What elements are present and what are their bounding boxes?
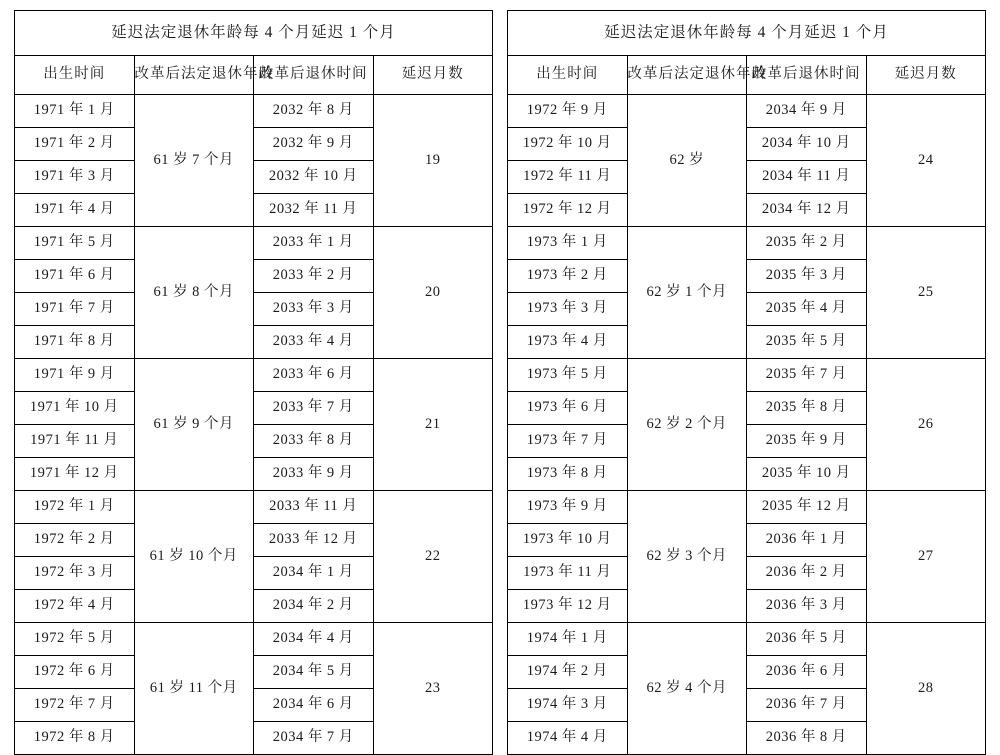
cell-birth-date: 1971 年 11 月: [15, 425, 135, 458]
cell-retirement-age: 62 岁 1 个月: [627, 227, 747, 359]
cell-birth-date: 1971 年 8 月: [15, 326, 135, 359]
cell-delay-months: 28: [866, 623, 986, 755]
cell-retirement-date: 2033 年 3 月: [254, 293, 374, 326]
column-header-delay-months: 延迟月数: [866, 56, 986, 95]
column-header-delay-months: 延迟月数: [373, 56, 493, 95]
cell-birth-date: 1971 年 10 月: [15, 392, 135, 425]
cell-retirement-date: 2035 年 8 月: [747, 392, 867, 425]
cell-retirement-date: 2035 年 5 月: [747, 326, 867, 359]
table-body-left: [15, 11, 493, 755]
table-title-row: [508, 11, 986, 56]
cell-birth-date: 1972 年 5 月: [15, 623, 135, 656]
cell-birth-date: 1972 年 1 月: [15, 491, 135, 524]
cell-birth-date: 1974 年 4 月: [508, 722, 628, 755]
cell-retirement-date: 2032 年 11 月: [254, 194, 374, 227]
table-title-row: [15, 11, 493, 56]
cell-retirement-date: 2034 年 7 月: [254, 722, 374, 755]
cell-retirement-date: 2035 年 9 月: [747, 425, 867, 458]
cell-retirement-date: 2036 年 5 月: [747, 623, 867, 656]
cell-retirement-age: 62 岁 4 个月: [627, 623, 747, 755]
cell-retirement-date: 2032 年 9 月: [254, 128, 374, 161]
cell-delay-months: 22: [373, 491, 493, 623]
table-row: [508, 359, 986, 392]
cell-delay-months: 26: [866, 359, 986, 491]
table-header-row: [15, 56, 493, 95]
cell-delay-months: 25: [866, 227, 986, 359]
cell-retirement-age: 62 岁 3 个月: [627, 491, 747, 623]
table-row: [15, 227, 493, 260]
cell-retirement-date: 2034 年 10 月: [747, 128, 867, 161]
column-header-retirement-date: 改革后退休时间: [747, 56, 867, 95]
cell-birth-date: 1974 年 2 月: [508, 656, 628, 689]
cell-birth-date: 1973 年 11 月: [508, 557, 628, 590]
cell-retirement-date: 2033 年 11 月: [254, 491, 374, 524]
cell-birth-date: 1973 年 4 月: [508, 326, 628, 359]
cell-retirement-date: 2034 年 9 月: [747, 95, 867, 128]
cell-birth-date: 1972 年 3 月: [15, 557, 135, 590]
cell-retirement-age: 62 岁 2 个月: [627, 359, 747, 491]
cell-birth-date: 1973 年 1 月: [508, 227, 628, 260]
retirement-table-left: [14, 10, 493, 755]
cell-retirement-date: 2036 年 3 月: [747, 590, 867, 623]
cell-birth-date: 1971 年 12 月: [15, 458, 135, 491]
cell-retirement-date: 2032 年 10 月: [254, 161, 374, 194]
cell-retirement-date: 2034 年 4 月: [254, 623, 374, 656]
cell-birth-date: 1971 年 4 月: [15, 194, 135, 227]
cell-retirement-date: 2033 年 12 月: [254, 524, 374, 557]
cell-retirement-age: 61 岁 8 个月: [134, 227, 254, 359]
cell-delay-months: 23: [373, 623, 493, 755]
cell-retirement-date: 2035 年 4 月: [747, 293, 867, 326]
cell-delay-months: 27: [866, 491, 986, 623]
cell-retirement-date: 2033 年 2 月: [254, 260, 374, 293]
cell-retirement-date: 2036 年 1 月: [747, 524, 867, 557]
cell-birth-date: 1971 年 6 月: [15, 260, 135, 293]
column-header-birth: 出生时间: [508, 56, 628, 95]
cell-retirement-age: 61 岁 11 个月: [134, 623, 254, 755]
cell-retirement-date: 2036 年 7 月: [747, 689, 867, 722]
cell-retirement-date: 2034 年 12 月: [747, 194, 867, 227]
cell-retirement-date: 2033 年 1 月: [254, 227, 374, 260]
cell-retirement-date: 2033 年 4 月: [254, 326, 374, 359]
table-title: 延迟法定退休年龄每 4 个月延迟 1 个月: [508, 11, 986, 56]
cell-retirement-age: 61 岁 9 个月: [134, 359, 254, 491]
cell-retirement-date: 2034 年 1 月: [254, 557, 374, 590]
cell-birth-date: 1973 年 2 月: [508, 260, 628, 293]
cell-retirement-date: 2034 年 2 月: [254, 590, 374, 623]
column-header-retirement-date: 改革后退休时间: [254, 56, 374, 95]
cell-retirement-date: 2034 年 11 月: [747, 161, 867, 194]
cell-retirement-date: 2036 年 2 月: [747, 557, 867, 590]
cell-birth-date: 1972 年 9 月: [508, 95, 628, 128]
cell-birth-date: 1973 年 10 月: [508, 524, 628, 557]
cell-birth-date: 1973 年 6 月: [508, 392, 628, 425]
cell-birth-date: 1973 年 9 月: [508, 491, 628, 524]
cell-birth-date: 1972 年 11 月: [508, 161, 628, 194]
cell-birth-date: 1971 年 1 月: [15, 95, 135, 128]
cell-retirement-date: 2033 年 8 月: [254, 425, 374, 458]
cell-retirement-age: 61 岁 7 个月: [134, 95, 254, 227]
cell-birth-date: 1973 年 5 月: [508, 359, 628, 392]
cell-retirement-date: 2033 年 7 月: [254, 392, 374, 425]
cell-birth-date: 1972 年 4 月: [15, 590, 135, 623]
cell-retirement-date: 2035 年 7 月: [747, 359, 867, 392]
table-header-row: [508, 56, 986, 95]
cell-birth-date: 1974 年 3 月: [508, 689, 628, 722]
cell-birth-date: 1972 年 12 月: [508, 194, 628, 227]
cell-birth-date: 1972 年 8 月: [15, 722, 135, 755]
cell-delay-months: 20: [373, 227, 493, 359]
cell-birth-date: 1973 年 7 月: [508, 425, 628, 458]
cell-retirement-date: 2035 年 3 月: [747, 260, 867, 293]
table-row: [15, 623, 493, 656]
cell-birth-date: 1971 年 5 月: [15, 227, 135, 260]
cell-birth-date: 1973 年 3 月: [508, 293, 628, 326]
cell-retirement-date: 2036 年 6 月: [747, 656, 867, 689]
cell-retirement-date: 2032 年 8 月: [254, 95, 374, 128]
cell-retirement-date: 2035 年 12 月: [747, 491, 867, 524]
cell-retirement-date: 2034 年 6 月: [254, 689, 374, 722]
column-header-retirement-age: 改革后法定退休年龄: [134, 56, 254, 95]
cell-retirement-age: 61 岁 10 个月: [134, 491, 254, 623]
cell-birth-date: 1971 年 3 月: [15, 161, 135, 194]
cell-birth-date: 1971 年 7 月: [15, 293, 135, 326]
cell-delay-months: 24: [866, 95, 986, 227]
cell-birth-date: 1972 年 2 月: [15, 524, 135, 557]
panel-divider: [493, 10, 507, 696]
cell-birth-date: 1972 年 6 月: [15, 656, 135, 689]
table-body-right: [508, 11, 986, 755]
cell-retirement-date: 2035 年 2 月: [747, 227, 867, 260]
table-panel-left: [14, 10, 493, 746]
table-row: [15, 359, 493, 392]
cell-retirement-date: 2035 年 10 月: [747, 458, 867, 491]
cell-delay-months: 19: [373, 95, 493, 227]
table-row: [15, 491, 493, 524]
cell-birth-date: 1971 年 9 月: [15, 359, 135, 392]
column-header-birth: 出生时间: [15, 56, 135, 95]
table-row: [508, 95, 986, 128]
cell-birth-date: 1973 年 12 月: [508, 590, 628, 623]
cell-retirement-age: 62 岁: [627, 95, 747, 227]
retirement-table-right: [507, 10, 986, 755]
table-row: [508, 623, 986, 656]
cell-birth-date: 1972 年 10 月: [508, 128, 628, 161]
cell-retirement-date: 2033 年 6 月: [254, 359, 374, 392]
cell-delay-months: 21: [373, 359, 493, 491]
cell-birth-date: 1971 年 2 月: [15, 128, 135, 161]
table-panel-right: [507, 10, 986, 746]
column-header-retirement-age: 改革后法定退休年龄: [627, 56, 747, 95]
table-row: [508, 227, 986, 260]
cell-retirement-date: 2033 年 9 月: [254, 458, 374, 491]
cell-birth-date: 1974 年 1 月: [508, 623, 628, 656]
cell-birth-date: 1973 年 8 月: [508, 458, 628, 491]
cell-birth-date: 1972 年 7 月: [15, 689, 135, 722]
table-title: 延迟法定退休年龄每 4 个月延迟 1 个月: [15, 11, 493, 56]
table-row: [508, 491, 986, 524]
cell-retirement-date: 2036 年 8 月: [747, 722, 867, 755]
cell-retirement-date: 2034 年 5 月: [254, 656, 374, 689]
table-row: [15, 95, 493, 128]
